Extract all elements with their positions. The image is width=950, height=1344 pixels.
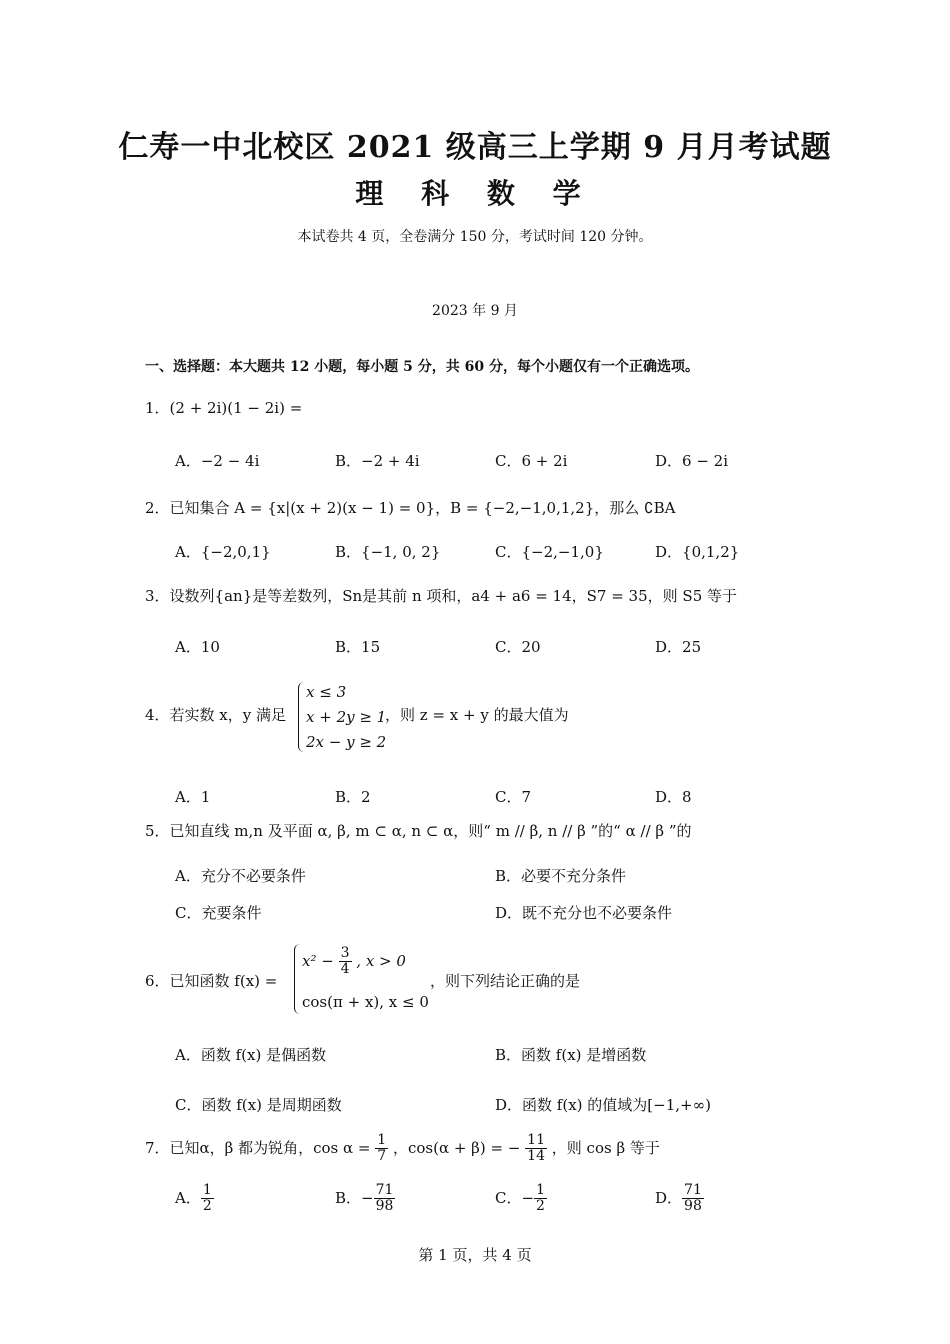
q6-option-b: B．函数 f(x) 是增函数 <box>495 1046 647 1064</box>
q7-fraction-1 <box>375 1133 388 1165</box>
q7-a-fraction <box>201 1183 214 1215</box>
q6-option-d: D．函数 f(x) 的值域为[−1,+∞) <box>495 1096 711 1114</box>
q1-option-d: D．6 − 2i <box>655 452 729 470</box>
q7-c-num: 1 <box>536 1182 545 1198</box>
q7-fraction-2 <box>525 1133 547 1165</box>
q3-option-a: A．10 <box>175 638 220 656</box>
q6-frac-num: 3 <box>340 945 350 961</box>
q4-constraint-3: 2x − y ≥ 2 <box>306 733 387 751</box>
section-heading: 一、选择题：本大题共 12 小题，每小题 5 分，共 60 分，每个小题仅有一个正确选项。 <box>145 359 699 375</box>
q7-c-den: 2 <box>536 1198 545 1215</box>
q7-option-c <box>495 1183 547 1215</box>
q6-piece-1-b: , x > 0 <box>356 951 406 970</box>
q6-stem-post: ，则下列结论正确的是 <box>430 972 581 990</box>
q4-stem-pre: 4．若实数 x，y 满足 <box>145 706 287 724</box>
q1-stem: 1．(2 + 2i)(1 − 2i) = <box>145 399 303 417</box>
q6-option-c: C．函数 f(x) 是周期函数 <box>175 1096 342 1114</box>
q4-constraint-1: x ≤ 3 <box>306 683 347 701</box>
q6-piece-1 <box>302 946 406 978</box>
q6-piece-2: cos(π + x), x ≤ 0 <box>302 993 429 1011</box>
q3-option-d: D．25 <box>655 638 702 656</box>
q2-stem: 2．已知集合 A = {x|(x + 2)(x − 1) = 0}，B = {−2,−1,0,1,2}，那么 ∁BA <box>145 499 676 517</box>
q7-a-label: A． <box>175 1188 201 1207</box>
q7-stem-post: ，则 cos β 等于 <box>551 1138 660 1157</box>
exam-title: 仁寿一中北校区 2021 级高三上学期 9 月月考试题 <box>118 130 832 165</box>
q7-c-label: C．− <box>495 1188 535 1207</box>
q3-option-c: C．20 <box>495 638 541 656</box>
q2-option-d: D．{0,1,2} <box>655 543 740 561</box>
q5-option-b: B．必要不充分条件 <box>495 867 627 885</box>
q4-option-c: C．7 <box>495 788 532 806</box>
q4-option-d: D．8 <box>655 788 692 806</box>
subject-title: 理 科 数 学 <box>355 177 595 210</box>
q4-stem-post: ，则 z = x + y 的最大值为 <box>385 706 569 724</box>
q4-option-b: B．2 <box>335 788 371 806</box>
q7-d-den: 98 <box>684 1198 702 1215</box>
q7-stem-pre: 7．已知α，β 都为锐角，cos α = <box>145 1138 371 1157</box>
q1-option-a: A．−2 − 4i <box>175 452 260 470</box>
q7-stem <box>145 1133 660 1165</box>
q1-option-c: C．6 + 2i <box>495 452 568 470</box>
exam-info: 本试卷共 4 页，全卷满分 150 分，考试时间 120 分钟。 <box>297 229 653 245</box>
q7-b-label: B．− <box>335 1188 374 1207</box>
q6-piecewise-brace <box>294 944 301 1014</box>
q4-system-brace <box>298 682 305 752</box>
q7-option-d <box>655 1183 704 1215</box>
q7-b-den: 98 <box>375 1198 394 1215</box>
q2-option-c: C．{−2,−1,0} <box>495 543 604 561</box>
q5-option-d: D．既不充分也不必要条件 <box>495 904 673 922</box>
q1-option-b: B．−2 + 4i <box>335 452 420 470</box>
q7-b-num: 71 <box>375 1182 394 1198</box>
q5-option-c: C．充要条件 <box>175 904 262 922</box>
q5-stem: 5．已知直线 m,n 及平面 α, β, m ⊂ α, n ⊂ α，则“ m // β, n // β ”的“ α // β ”的 <box>145 822 692 840</box>
q7-option-b <box>335 1183 395 1215</box>
q7-a-den: 2 <box>202 1198 212 1215</box>
q6-stem-pre: 6．已知函数 f(x) = <box>145 972 278 990</box>
page-footer: 第 1 页，共 4 页 <box>418 1246 532 1264</box>
q2-option-b: B．{−1, 0, 2} <box>335 543 441 561</box>
q7-d-label: D． <box>655 1188 683 1207</box>
q7-b-fraction <box>374 1183 396 1215</box>
q7-d-num: 71 <box>684 1182 702 1198</box>
q6-piece-1-a: x² − <box>302 951 334 970</box>
q6-option-a: A．函数 f(x) 是偶函数 <box>175 1046 327 1064</box>
q3-stem: 3．设数列{an}是等差数列，Sn是其前 n 项和，a4 + a6 = 14，S7 = 35，则 S5 等于 <box>145 587 738 605</box>
q7-frac1-num: 1 <box>377 1132 387 1148</box>
q3-option-b: B．15 <box>335 638 381 656</box>
q5-option-a: A．充分不必要条件 <box>175 867 306 885</box>
q2-option-a: A．{−2,0,1} <box>175 543 271 561</box>
q7-option-a <box>175 1183 214 1215</box>
q7-frac1-den: 7 <box>377 1148 387 1165</box>
q7-d-fraction <box>682 1183 704 1215</box>
q7-stem-mid: ，cos(α + β) = − <box>392 1138 521 1157</box>
q7-a-num: 1 <box>202 1182 212 1198</box>
q4-constraint-2: x + 2y ≥ 1 <box>306 708 387 726</box>
q7-c-fraction <box>534 1183 547 1215</box>
q7-frac2-num: 11 <box>527 1132 545 1148</box>
exam-date: 2023 年 9 月 <box>432 303 518 319</box>
q7-frac2-den: 14 <box>527 1148 545 1165</box>
q4-option-a: A．1 <box>175 788 211 806</box>
q6-fraction <box>339 946 352 978</box>
q6-frac-den: 4 <box>340 961 350 978</box>
